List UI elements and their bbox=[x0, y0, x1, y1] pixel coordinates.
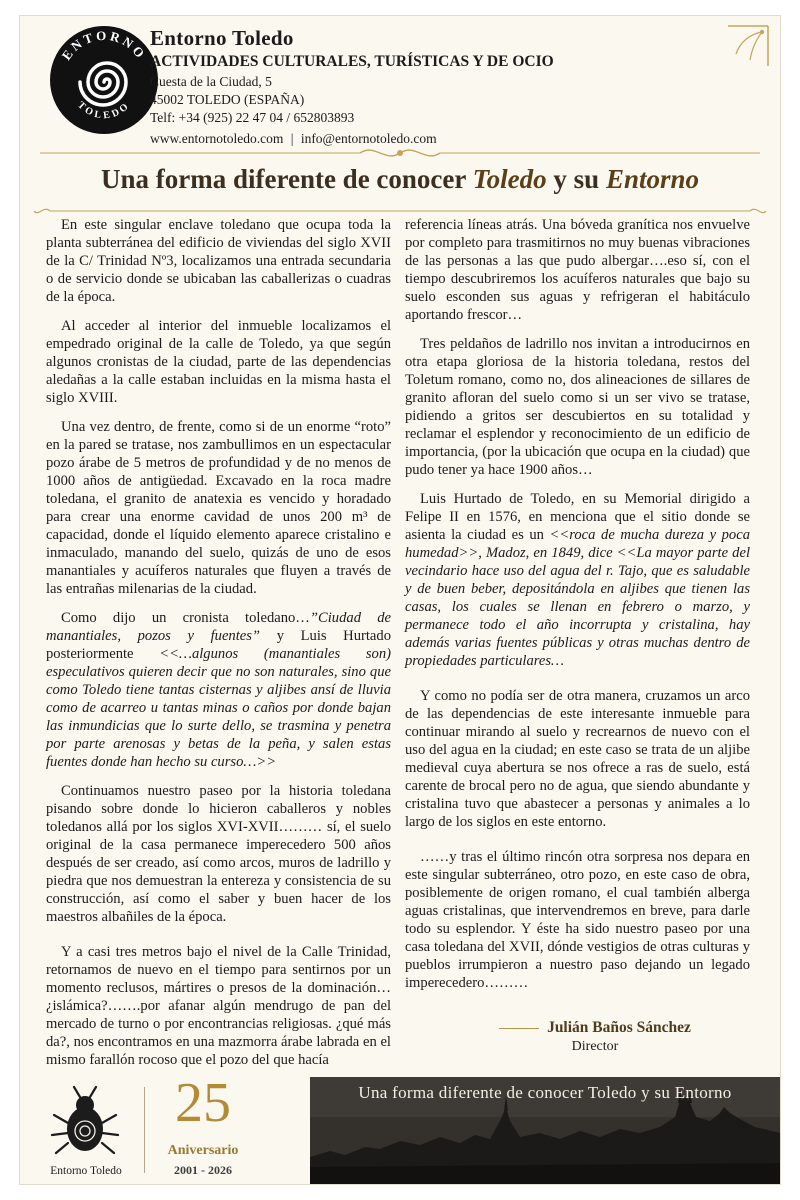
anniversary-number: 25 bbox=[175, 1072, 231, 1134]
email-link[interactable]: info@entornotoledo.com bbox=[300, 131, 437, 147]
signature-block bbox=[440, 1019, 750, 1055]
company-info bbox=[150, 26, 554, 148]
footer bbox=[20, 1072, 780, 1184]
footer-logo-label: Entorno Toledo bbox=[50, 1165, 122, 1177]
address-line-1: Cuesta de la Ciudad, 5 bbox=[150, 73, 272, 89]
article-left-column bbox=[46, 216, 391, 1080]
signature-name: Julián Baños Sánchez bbox=[547, 1019, 691, 1036]
document-page bbox=[20, 16, 780, 1184]
paragraph: En este singular enclave toledano que ocupa toda la planta subterránea del edificio de viviendas del siglo XVII de la C/ Trinidad Nº3, localizamos una entrada secundaria o de servicio donde se ubicaban las caballerizas o cuadras de la época. bbox=[46, 217, 391, 305]
article-right-column bbox=[405, 216, 750, 1003]
paragraph: referencia líneas atrás. Una bóveda granítica nos envuelve por completo para trasmitirnos no muy buenas vibraciones de las personas a las que pudo albergar….eso sí, con el tiempo descubriremos los acuíferos naturales que bajo su suelo esconden sus aguas y refrigeran el habitáculo aportando frescor… bbox=[405, 217, 750, 323]
paragraph: Al acceder al interior del inmueble localizamos el empedrado original de la calle de Toledo, ya que según algunos cronistas de la ciudad, parte de las dependencias aledañas a la calle estaban incluidas en la misma hasta el siglo XVIII. bbox=[46, 318, 391, 406]
footer-divider bbox=[144, 1087, 145, 1173]
signature-role: Director bbox=[571, 1039, 619, 1054]
toledo-skyline-banner bbox=[310, 1077, 780, 1184]
phone-line: Telf: +34 (925) 22 47 04 / 652803893 bbox=[150, 110, 355, 126]
svg-text:TOLEDO: TOLEDO bbox=[75, 99, 133, 122]
anniversary-label: Aniversario bbox=[167, 1143, 239, 1158]
banner-title: Una forma diferente de conocer Toledo y su Entorno bbox=[358, 1083, 732, 1102]
corner-ornament-icon bbox=[726, 24, 770, 68]
svg-text:ENTORNO: ENTORNO bbox=[58, 27, 150, 63]
paragraph: Luis Hurtado de Toledo, en su Memorial dirigido a Felipe II en 1576, en menciona que el sitio donde se asienta la ciudad es un <<roca de mucha dureza y poca humedad>>, Madoz, en 1849, dice <<La mayor parte del vecindario hace uso del agua del r. Tajo, que es saludable y de buen beber, depositándola en aljibes que tienen las casas, los cuales se llenan en febrero o marzo, y permanece todo el año incorrupta y cristalina, hay además varias fuentes públicas y otras muchas dentro de propiedades particulares… bbox=[405, 491, 750, 669]
paragraph: Continuamos nuestro paseo por la historia toledana pisando sobre donde lo hicieron caballeros y nobles toledanos allá por los siglos XVI-XVII……… sí, el suelo original de la casa permanece imperecedero 500 años después de ser creado, así como arcos, muros de ladrillo y piedra que nos demuestran la entereza y consistencia de su construcción, así como el saber y buen hacer de los maestros albañiles de la época. bbox=[46, 783, 391, 925]
company-tagline: ACTIVIDADES CULTURALES, TURÍSTICAS Y DE OCIO bbox=[150, 53, 554, 71]
paragraph: Como dijo un cronista toledano…”Ciudad de manantiales, pozos y fuentes” y Luis Hurtado posteriormente <<…algunos (manantiales son) especulativos quieren decir que no son naturales, sino que como Toledo tiene tantas cisternas y aljibes ansí de lluvia como de acarreo u tantas minas o caños por donde bajan las inmundicias que lo surte dello, se trasmina y penetra por parte arenosas y betas de la peña, y salen estas fuentes donde han hecho su curso…>> bbox=[46, 610, 392, 770]
paragraph: Tres peldaños de ladrillo nos invitan a introducirnos en otra etapa gloriosa de la historia toledana, restos del Toletum romano, como no, dos alineaciones de sillares de granito afloran del suelo como si un ser vivo se tratase, pidiendo a gritos ser descubiertos en su totalidad y reclamar el esplendor y reconocimiento de un edificio de importancia, (por la ubicación que ocupa en la ciudad) que pudo tener ya hace 1900 años… bbox=[405, 336, 750, 478]
company-name: Entorno Toledo bbox=[150, 26, 294, 50]
beetle-emblem-icon bbox=[40, 1083, 130, 1157]
ornamental-rule-top bbox=[30, 142, 770, 164]
website-link[interactable]: www.entornotoledo.com bbox=[150, 131, 284, 147]
paragraph: Y a casi tres metros bajo el nivel de la Calle Trinidad, retornamos de nuevo en el tiempo para sentirnos por un momento reclusos, mártires o presos de la dominación… ¿islámica?…….por afanar algún mendrugo de pan del mercado de turno o por encontrancias religiosas. ¿qué más da?, nos encontramos en una mazmorra árabe labrada en el mismo farallón rocoso que el pozo del que hacía bbox=[46, 944, 391, 1068]
page-headline: Una forma diferente de conocer Toledo y su Entorno bbox=[100, 164, 699, 194]
paragraph: ……y tras el último rincón otra sorpresa nos depara en este singular subterráneo, otro pozo, en este caso de obra, posiblemente de origen romano, el cual también alberga aguas cristalinas, que intervendremos en breve, para darle todo su esplendor. Y éste ha sido nuestro paseo por una casa toledana del XVII, dónde vestigios de otras culturas y pueblos irrumpieron a nuestro paso dejando un legado imperecedero……… bbox=[405, 849, 750, 991]
address-line-2: 45002 TOLEDO (ESPAÑA) bbox=[150, 91, 305, 107]
entorno-toledo-logo bbox=[48, 24, 160, 136]
contact-separator: | bbox=[290, 131, 294, 147]
paragraph: Una vez dentro, de frente, como si de un enorme “roto” en la pared se tratase, nos zambullimos en un espectacular pozo árabe de 5 metros de profundidad y de no menos de 1000 años de antigüedad. Excavado en la roca madre toledana, el granito de anatexia es vencido y horadado para crear una enorme cavidad de unos 200 m³ de capacidad, donde el líquido elemento aparece cristalino e inmaculado, manando del suelo, quizás de uno de esos manantiales y acuíferos naturales que fluyen a través de las entrañas milenarias de la ciudad. bbox=[46, 419, 391, 597]
paragraph: Y como no podía ser de otra manera, cruzamos un arco de las dependencias de este interesante inmueble para continuar mirando al suelo y recrearnos de nuevo con el uso del agua en la ciudad; en este caso se trata de un aljibe medieval cuya abertura se nos ofrece a ras de suelo, está carente de brocal pero no de agua, que siendo abundante y cristalina tuvo que abastecer a personas y animales a lo largo de los siglos en este entorno. bbox=[405, 688, 750, 830]
anniversary-years: 2001 - 2026 bbox=[174, 1163, 232, 1177]
signature-dash bbox=[499, 1028, 539, 1029]
